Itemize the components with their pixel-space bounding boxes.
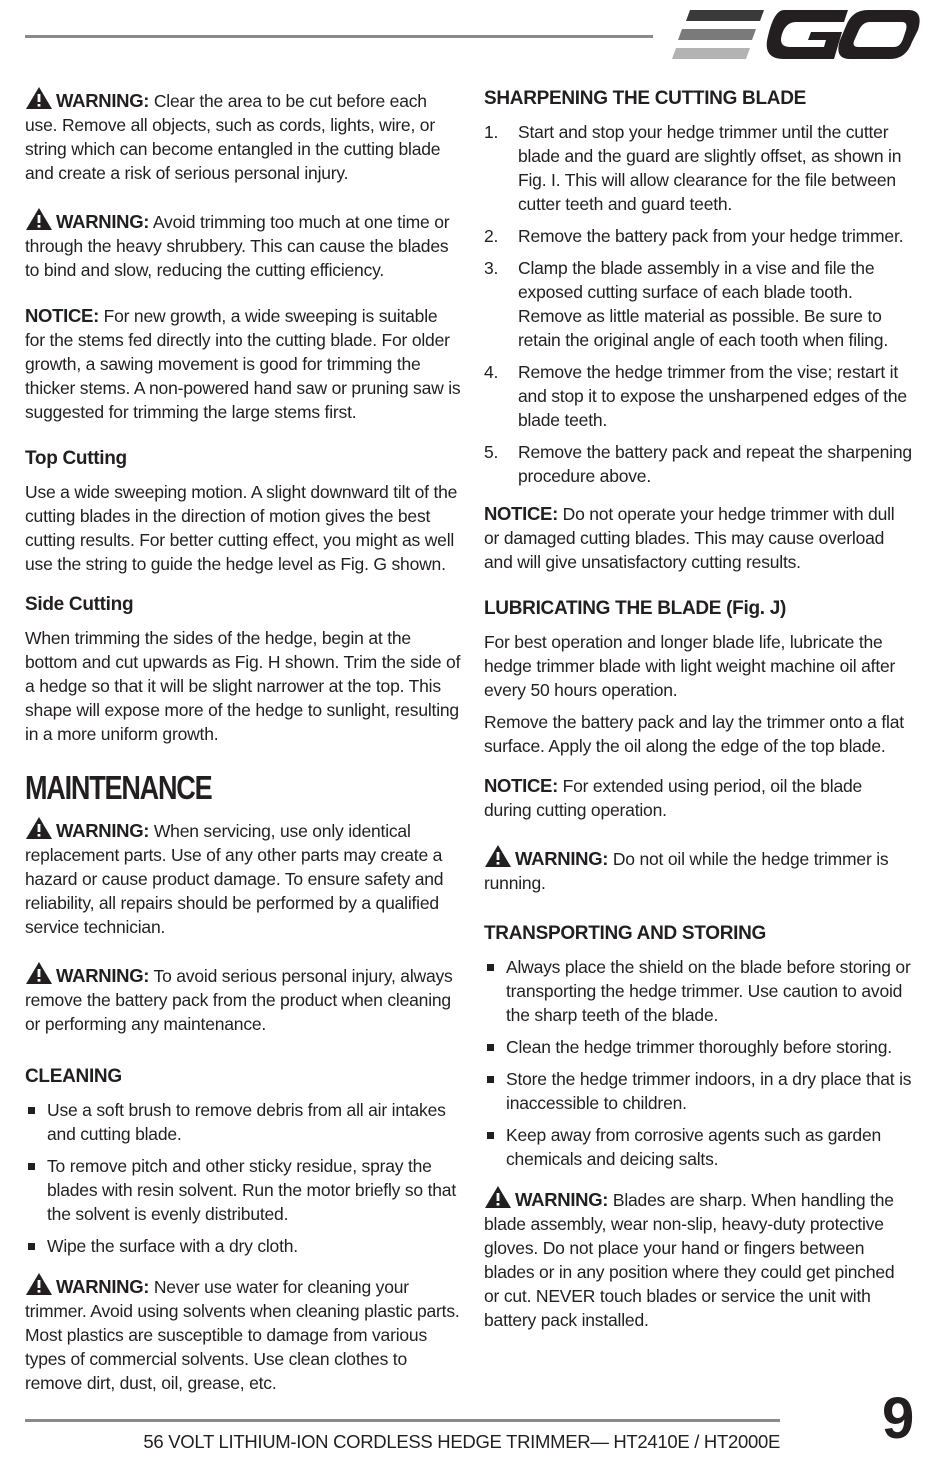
transporting-heading: TRANSPORTING AND STORING [484,923,767,944]
notice-text: For extended using period, oil the blade during cutting operation. [484,776,863,820]
notice-text: Do not operate your hedge trimmer with dull or damaged cutting blades. This may cause overload and will give unsatisfactory cutting results. [484,504,895,572]
step-number: 2. [484,226,499,246]
warning-triangle-icon [25,86,53,110]
step-text: Start and stop your hedge trimmer until the cutter blade and the guard are slightly offset, as shown in Fig. I. This will allow clearance for the file between cutter teeth and guard teeth. [518,122,902,214]
warning-blades-sharp [484,1185,914,1332]
list-item [484,224,914,248]
side-cutting-text: When trimming the sides of the hedge, begin at the bottom and cut upwards as Fig. H shown. Trim the side of a hedge so that it will be slight narrower at the top. This shape will expose more of the hedge to sunlight, resulting in a more uniform growth. [25,628,461,744]
ego-logo [672,6,922,64]
warning-text: Clear the area to be cut before each use. Remove all objects, such as cords, lights, wire, or string which can become entangled in the cutting blade and create a risk of serious personal injury. [25,91,441,183]
warning-text: When servicing, use only identical replacement parts. Use of any other parts may create a hazard or cause product damage. To ensure safety and reliability, all repairs should be performed by a qualified service technician. [25,821,444,937]
lubricating-text-1: For best operation and longer blade life, lubricate the hedge trimmer blade with light weight machine oil after every 50 hours operation. [484,632,896,700]
step-number: 4. [484,362,499,382]
sharpening-heading: SHARPENING THE CUTTING BLADE [484,88,806,109]
page-number: 9 [882,1386,913,1451]
warning-no-water [25,1272,461,1395]
list-item: Use a soft brush to remove debris from all air intakes and cutting blade. [25,1098,461,1146]
maintenance-heading: MAINTENANCE [25,769,212,806]
list-item [484,360,914,432]
warning-text: To avoid serious personal injury, always remove the battery pack from the product when cleaning or performing any maintenance. [25,966,453,1034]
cleaning-heading: CLEANING [25,1066,122,1087]
step-number: 3. [484,258,499,278]
warning-label: WARNING: [56,90,150,111]
footer-rule [25,1419,780,1422]
warning-label: WARNING: [56,211,150,232]
left-column [25,86,461,1417]
warning-label: WARNING: [515,848,609,869]
top-cutting-text: Use a wide sweeping motion. A slight downward tilt of the cutting blades in the direction of motion gives the best cutting results. For better cutting effect, you might as well use the string to guide the hedge level as Fig. G shown. [25,482,458,574]
footer-product-title: 56 VOLT LITHIUM-ION CORDLESS HEDGE TRIMMER— HT2410E / HT2000E [143,1431,780,1452]
notice-text: For new growth, a wide sweeping is suitable for the stems fed directly into the cutting blade. For older growth, a sawing movement is good for trimming the thicker stems. A non-powered hand saw or pruning saw is suggested for trimming the large stems first. [25,306,461,422]
warning-remove-battery [25,961,461,1036]
list-item: Clean the hedge trimmer thoroughly before storing. [484,1035,914,1059]
warning-label: WARNING: [56,820,150,841]
warning-triangle-icon [25,816,53,840]
notice-extended-use [484,774,914,822]
warning-triangle-icon [484,1185,512,1209]
warning-triangle-icon [484,844,512,868]
warning-text: Do not oil while the hedge trimmer is running. [484,849,889,893]
warning-text: Avoid trimming too much at one time or through the heavy shrubbery. This can cause the blades to bind and slow, reducing the cutting efficiency. [25,212,450,280]
side-cutting-heading: Side Cutting [25,594,134,615]
step-number: 1. [484,122,499,142]
cleaning-list [25,1098,461,1258]
transporting-list [484,955,914,1171]
warning-servicing [25,816,461,939]
list-item [484,120,914,216]
warning-label: WARNING: [56,965,150,986]
step-text: Remove the battery pack and repeat the sharpening procedure above. [518,442,912,486]
list-item: Always place the shield on the blade before storing or transporting the hedge trimmer. Use caution to avoid the sharp teeth of the blade. [484,955,914,1027]
warning-clear-area [25,86,461,185]
warning-label: WARNING: [515,1189,609,1210]
right-column [484,86,914,1354]
list-item [484,256,914,352]
warning-no-oil-running [484,844,914,895]
notice-dull-blades [484,502,914,574]
warning-triangle-icon [25,961,53,985]
warning-triangle-icon [25,207,53,231]
step-text: Remove the battery pack from your hedge trimmer. [518,226,904,246]
step-number: 5. [484,442,499,462]
list-item: Keep away from corrosive agents such as garden chemicals and deicing salts. [484,1123,914,1171]
list-item: Store the hedge trimmer indoors, in a dry place that is inaccessible to children. [484,1067,914,1115]
header-rule [25,35,653,38]
sharpening-steps [484,120,914,488]
step-text: Clamp the blade assembly in a vise and file the exposed cutting surface of each blade tooth. Remove as little material as possible. Be sure to retain the original angle of each tooth when filing. [518,258,888,350]
lubricating-text-2: Remove the battery pack and lay the trimmer onto a flat surface. Apply the oil along the edge of the top blade. [484,712,904,756]
warning-text: Never use water for cleaning your trimmer. Avoid using solvents when cleaning plastic parts. Most plastics are susceptible to damage from various types of commercial solvents. Use clean clothes to remove dirt, dust, oil, grease, etc. [25,1277,460,1393]
step-text: Remove the hedge trimmer from the vise; restart it and stop it to expose the unsharpened edges of the blade teeth. [518,362,907,430]
notice-label: NOTICE: [484,775,558,796]
notice-new-growth [25,304,461,424]
warning-triangle-icon [25,1272,53,1296]
list-item: To remove pitch and other sticky residue, spray the blades with resin solvent. Run the motor briefly so that the solvent is evenly distributed. [25,1154,461,1226]
top-cutting-heading: Top Cutting [25,448,127,469]
warning-trimming-too-much [25,207,461,282]
warning-text: Blades are sharp. When handling the blade assembly, wear non-slip, heavy-duty protective gloves. Do not place your hand or fingers between blades or in any position where they could get pinched or cut. NEVER touch blades or service the unit with battery pack installed. [484,1190,895,1330]
warning-label: WARNING: [56,1276,150,1297]
list-item: Wipe the surface with a dry cloth. [25,1234,461,1258]
notice-label: NOTICE: [484,503,558,524]
lubricating-heading: LUBRICATING THE BLADE (Fig. J) [484,598,787,619]
notice-label: NOTICE: [25,305,99,326]
list-item [484,440,914,488]
